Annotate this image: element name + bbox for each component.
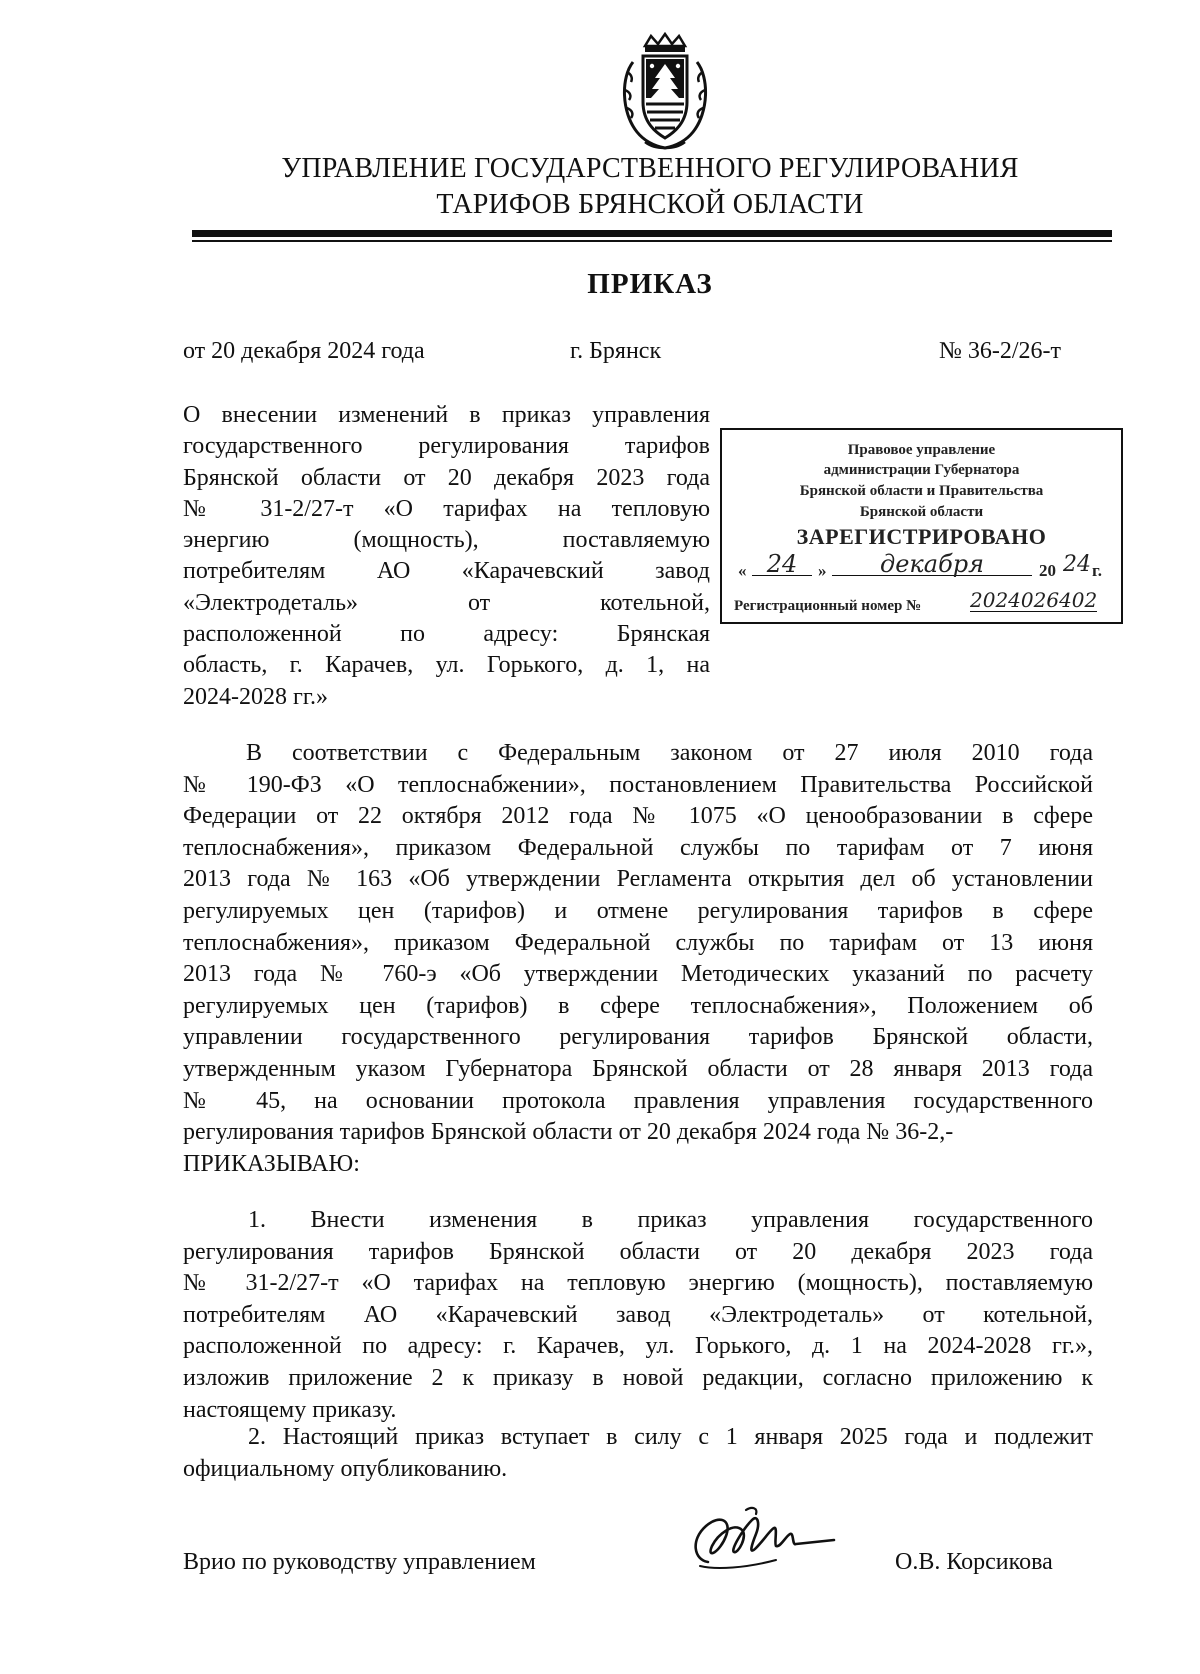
handwritten-signature-icon (686, 1500, 846, 1580)
registration-stamp (720, 428, 1123, 624)
stamp-year-prefix: 20 (1039, 561, 1056, 580)
paragraph-line: № 31-2/27-т «О тарифах на тепловую энергию (мощность), поставляемую (183, 1270, 1093, 1297)
stamp-quote-close: » (818, 561, 827, 580)
paragraph-line: изложив приложение 2 к приказу в новой редакции, согласно приложению к (183, 1364, 1093, 1391)
paragraph-line: утвержденным указом Губернатора Брянской области от 28 января 2013 года (183, 1055, 1093, 1082)
stamp-date-line (734, 550, 1114, 588)
bryansk-coat-of-arms-icon (615, 32, 715, 152)
document-subject (183, 400, 710, 713)
subject-line: Брянской области от 20 декабря 2023 года (183, 464, 710, 491)
subject-line: область, г. Карачев, ул. Горького, д. 1, на (183, 652, 710, 679)
paragraph-line: 2. Настоящий приказ вступает в силу с 1 января 2025 года и подлежит (248, 1424, 1093, 1450)
preamble-paragraph (183, 738, 1093, 1180)
paragraph-line: № 190-ФЗ «О теплоснабжении», постановлением Правительства Российской (183, 771, 1093, 798)
subject-line: О внесении изменений в приказ управления (183, 402, 710, 428)
stamp-regno-label: Регистрационный номер № (734, 598, 922, 614)
paragraph-line: управлении государственного регулирования тарифов Брянской области, (183, 1024, 1093, 1051)
document-title: ПРИКАЗ (587, 268, 713, 300)
paragraph-line: официальному опубликованию. (183, 1455, 508, 1482)
document-date: от 20 декабря 2024 года (183, 338, 425, 364)
subject-line: 2024-2028 гг.» (183, 683, 328, 710)
signatory-position: Врио по руководству управлением (183, 1549, 536, 1575)
paragraph-line: регулирования тарифов Брянской области от 20 декабря 2023 года (183, 1238, 1093, 1265)
stamp-day: 24 (752, 554, 812, 576)
order-item-2 (183, 1422, 1093, 1485)
subject-line: энергию (мощность), поставляемую (183, 527, 710, 554)
subject-line: потребителям АО «Карачевский завод (183, 558, 710, 585)
paragraph-line: теплоснабжения», приказом Федеральной службы по тарифам от 7 июня (183, 834, 1093, 861)
organization-name-line2: ТАРИФОВ БРЯНСКОЙ ОБЛАСТИ (436, 189, 864, 220)
paragraph-line: регулирования тарифов Брянской области от 20 декабря 2024 года № 36-2,- (183, 1119, 954, 1146)
paragraph-line: Федерации от 22 октября 2012 года № 1075 «О ценообразовании в сфере (183, 803, 1093, 830)
paragraph-line: регулируемых цен (тарифов) в сфере теплоснабжения», Положением об (183, 992, 1093, 1019)
stamp-line: Брянской области и Правительства (799, 483, 1044, 499)
subject-line: № 31-2/27-т «О тарифах на тепловую (183, 495, 710, 522)
document-number: № 36-2/26-т (939, 338, 1062, 364)
paragraph-line: расположенной по адресу: г. Карачев, ул. Горького, д. 1 на 2024-2028 гг.», (183, 1333, 1093, 1360)
subject-line: государственного регулирования тарифов (183, 433, 710, 460)
order-item-1 (183, 1205, 1093, 1426)
paragraph-line: 1. Внести изменения в приказ управления государственного (248, 1207, 1093, 1233)
stamp-line: администрации Губернатора (823, 462, 1020, 478)
organization-name-line1: УПРАВЛЕНИЕ ГОСУДАРСТВЕННОГО РЕГУЛИРОВАНИЯ (281, 153, 1019, 184)
stamp-line: Брянской области (859, 504, 984, 520)
paragraph-line: 2013 года № 163 «Об утверждении Регламента открытия дел об установлении (183, 866, 1093, 893)
stamp-registration-number (734, 588, 1114, 617)
signatory-name: О.В. Корсикова (895, 1549, 1053, 1575)
stamp-regno-value: 2024026402 (970, 588, 1098, 612)
paragraph-line: теплоснабжения», приказом Федеральной службы по тарифам от 13 июня (183, 929, 1093, 956)
stamp-quote-open: « (738, 561, 747, 580)
stamp-registered-label: ЗАРЕГИСТРИРОВАНО (796, 524, 1047, 549)
subject-line: расположенной по адресу: Брянская (183, 621, 710, 648)
paragraph-line: потребителям АО «Карачевский завод «Электродеталь» от котельной, (183, 1301, 1093, 1328)
stamp-year-unit: г. (1092, 561, 1103, 580)
stamp-year-suffix: 24 (1063, 552, 1091, 577)
document-city: г. Брянск (570, 338, 662, 364)
stamp-month: декабря (832, 554, 1032, 576)
subject-line: «Электродеталь» от котельной, (183, 589, 710, 616)
paragraph-line: В соответствии с Федеральным законом от 27 июля 2010 года (246, 740, 1093, 766)
paragraph-line: регулируемых цен (тарифов) и отмене регулирования тарифов в сфере (183, 897, 1093, 924)
paragraph-line: настоящему приказу. (183, 1396, 397, 1423)
paragraph-line: № 45, на основании протокола правления управления государственного (183, 1087, 1093, 1114)
stamp-line: Правовое управление (847, 442, 996, 458)
header-rule-thick (192, 230, 1112, 237)
order-keyword: ПРИКАЗЫВАЮ: (183, 1150, 360, 1177)
header-rule-thin (192, 240, 1112, 242)
paragraph-line: 2013 года № 760-э «Об утверждении Методических указаний по расчету (183, 961, 1093, 988)
